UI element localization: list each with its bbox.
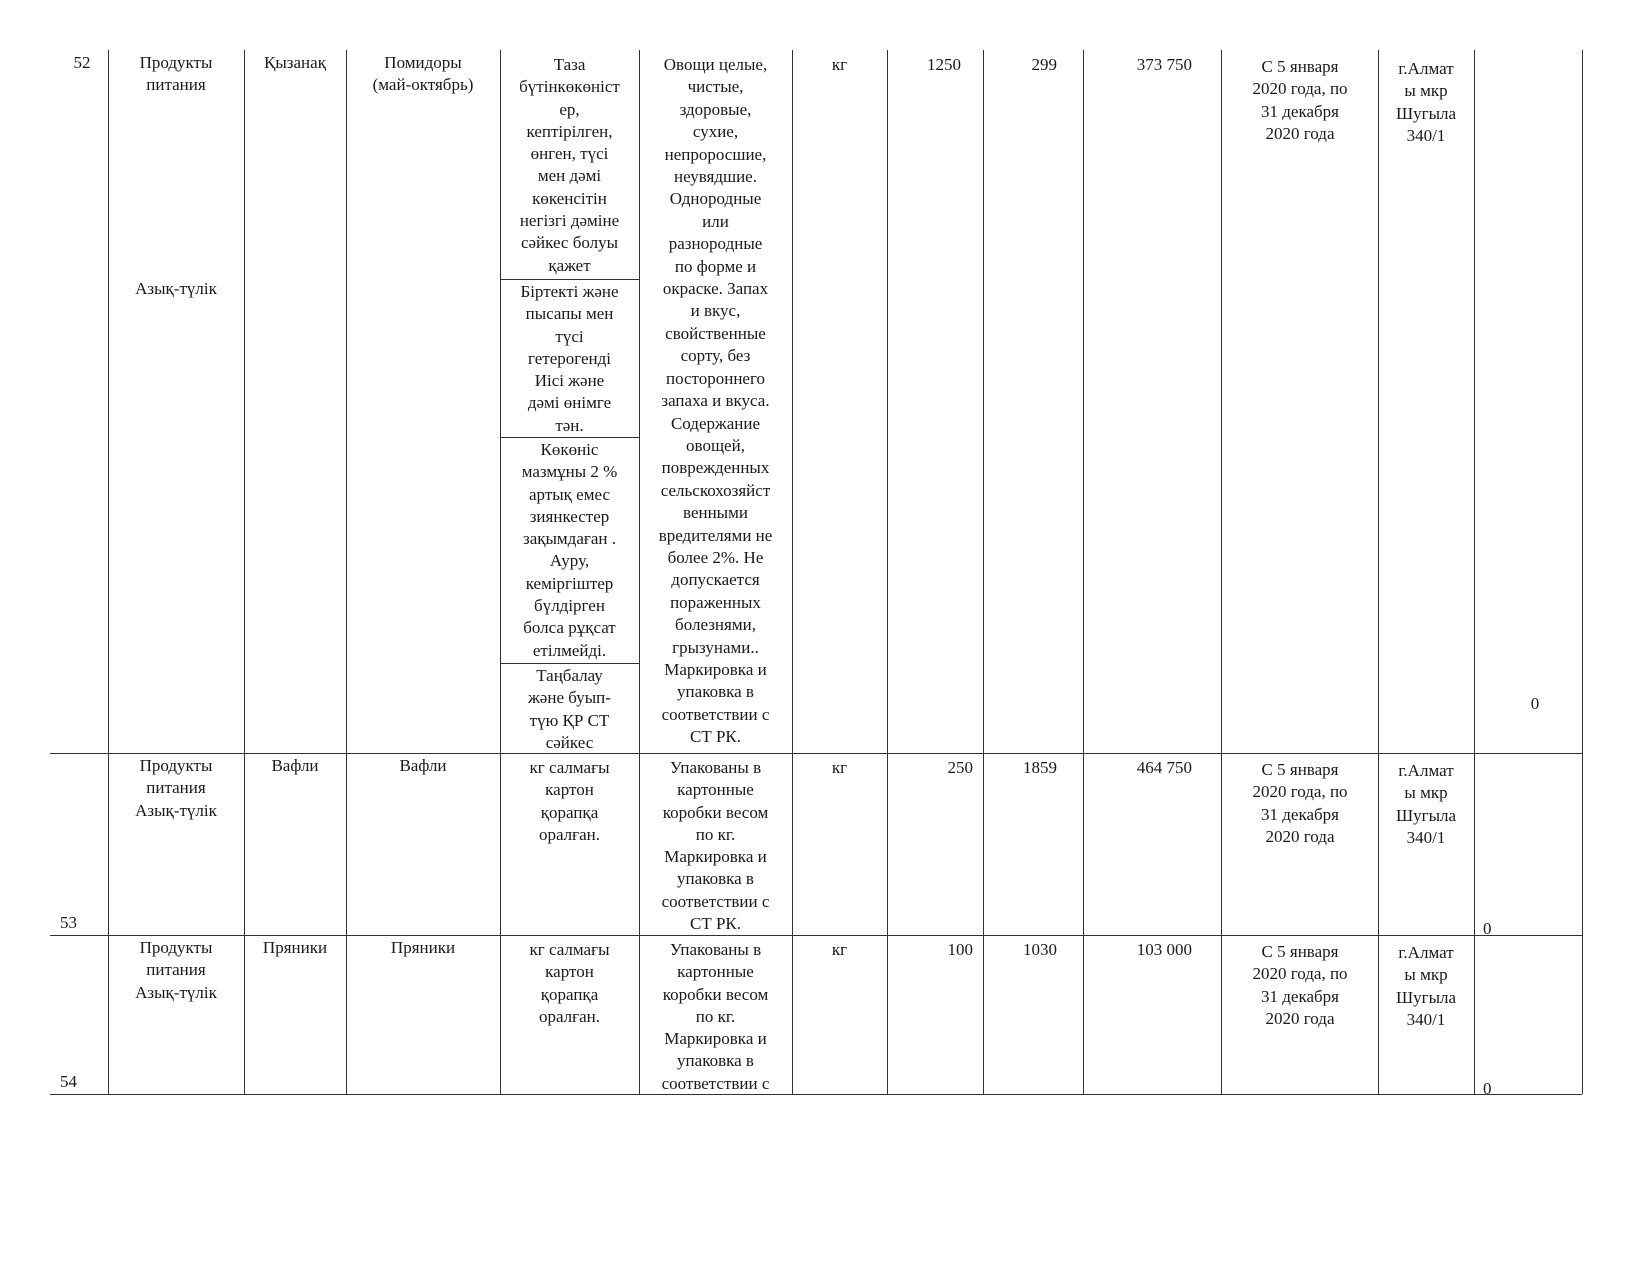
column-divider xyxy=(639,50,640,1094)
spec-ru-cell: Упакованы в картонные коробки весом по кг. Маркировка и упаковка в соответствии с xyxy=(661,940,770,1093)
quantity-cell: 250 xyxy=(947,758,973,777)
price-cell: 1859 xyxy=(1023,758,1057,777)
column-divider xyxy=(983,50,984,1094)
spec-divider xyxy=(500,279,639,280)
unit-cell: кг xyxy=(831,758,848,777)
column-divider xyxy=(1474,50,1475,1094)
row-number: 54 xyxy=(60,1072,77,1091)
column-divider xyxy=(792,50,793,1094)
column-divider xyxy=(1378,50,1379,1094)
unit-cell: кг xyxy=(831,55,848,74)
row-number: 53 xyxy=(60,913,77,932)
spec-kz-cell: Таңбалау және буып- түю ҚР СТ сәйкес xyxy=(528,666,611,752)
spec-kz-cell: кг салмағы картон қорапқа оралған. xyxy=(529,940,610,1026)
category-cell: Продукты питания Азық-түлік xyxy=(135,938,217,1002)
row-divider xyxy=(50,935,1582,936)
category-cell: Продукты питания xyxy=(139,53,213,95)
column-divider xyxy=(887,50,888,1094)
name-cell: Пряники xyxy=(390,938,456,957)
name-kz-cell: Пряники xyxy=(262,938,328,957)
category-cell: Продукты питания Азық-түлік xyxy=(135,756,217,820)
spec-divider xyxy=(500,437,639,438)
column-divider xyxy=(244,50,245,1094)
table-border-right xyxy=(1582,50,1583,1094)
column-divider xyxy=(346,50,347,1094)
delivery-period-cell: С 5 января 2020 года, по 31 декабря 2020 года xyxy=(1252,760,1348,846)
sum-cell: 103 000 xyxy=(1136,940,1192,959)
delivery-period-cell: С 5 января 2020 года, по 31 декабря 2020 года xyxy=(1252,942,1348,1028)
delivery-place-cell: г.Алмат ы мкр Шугыла 340/1 xyxy=(1395,59,1457,145)
advance-cell: 0 xyxy=(1483,919,1492,938)
price-cell: 1030 xyxy=(1023,940,1057,959)
advance-cell: 0 xyxy=(1530,694,1540,713)
advance-cell: 0 xyxy=(1483,1079,1492,1098)
quantity-cell: 1250 xyxy=(927,55,961,74)
name-cell: Вафли xyxy=(399,756,447,775)
delivery-place-cell: г.Алмат ы мкр Шугыла 340/1 xyxy=(1395,943,1457,1029)
name-kz-cell: Қызанақ xyxy=(264,53,326,72)
quantity-cell: 100 xyxy=(947,940,973,959)
category-kz-cell: Азық-түлік xyxy=(135,279,217,298)
row-divider xyxy=(50,753,1582,754)
sum-cell: 464 750 xyxy=(1136,758,1192,777)
column-divider xyxy=(500,50,501,1094)
sum-cell: 373 750 xyxy=(1136,55,1192,74)
table-border-bottom xyxy=(50,1094,1582,1095)
delivery-place-cell: г.Алмат ы мкр Шугыла 340/1 xyxy=(1395,761,1457,847)
spec-ru-cell: Овощи целые, чистые, здоровые, сухие, непроросшие, неувядшие. Однородные или разнородные по форме и окраске. Запах и вкус, свойственные сорту, без постороннего запаха и вкуса. Содержание овощей, поврежденных сельскохозяйст венными вредителями не более 2%. Не допускается пораженных болезнями, грызунами.. Маркировка и упаковка в соответствии с СТ РК. xyxy=(658,55,773,747)
spec-kz-cell: Таза бүтінкөкөніст ер, кептірілген, өнген, түсі мен дәмі көкенсітін негізгі дәміне сәйкес болуы қажет xyxy=(519,55,620,275)
delivery-period-cell: С 5 января 2020 года, по 31 декабря 2020 года xyxy=(1252,57,1348,143)
column-divider xyxy=(1221,50,1222,1094)
name-kz-cell: Вафли xyxy=(271,756,319,775)
unit-cell: кг xyxy=(831,940,848,959)
column-divider xyxy=(1083,50,1084,1094)
row-number: 52 xyxy=(73,53,91,72)
spec-kz-cell: кг салмағы картон қорапқа оралған. xyxy=(529,758,610,844)
price-cell: 299 xyxy=(1031,55,1057,74)
table-border-left xyxy=(108,50,109,1094)
spec-ru-cell: Упакованы в картонные коробки весом по кг. Маркировка и упаковка в соответствии с СТ РК. xyxy=(661,758,770,934)
spec-divider xyxy=(500,663,639,664)
spec-kz-cell: Көкөніс мазмұны 2 % артық емес зиянкестер зақымдаған . Ауру, кеміргіштер бүлдірген болса рұқсат етілмейді. xyxy=(521,440,618,660)
spec-kz-cell: Біртекті және пысапы мен түсі гетерогенді Иісі және дәмі өнімге тән. xyxy=(520,282,619,435)
name-cell: Помидоры (май-октябрь) xyxy=(372,53,474,95)
